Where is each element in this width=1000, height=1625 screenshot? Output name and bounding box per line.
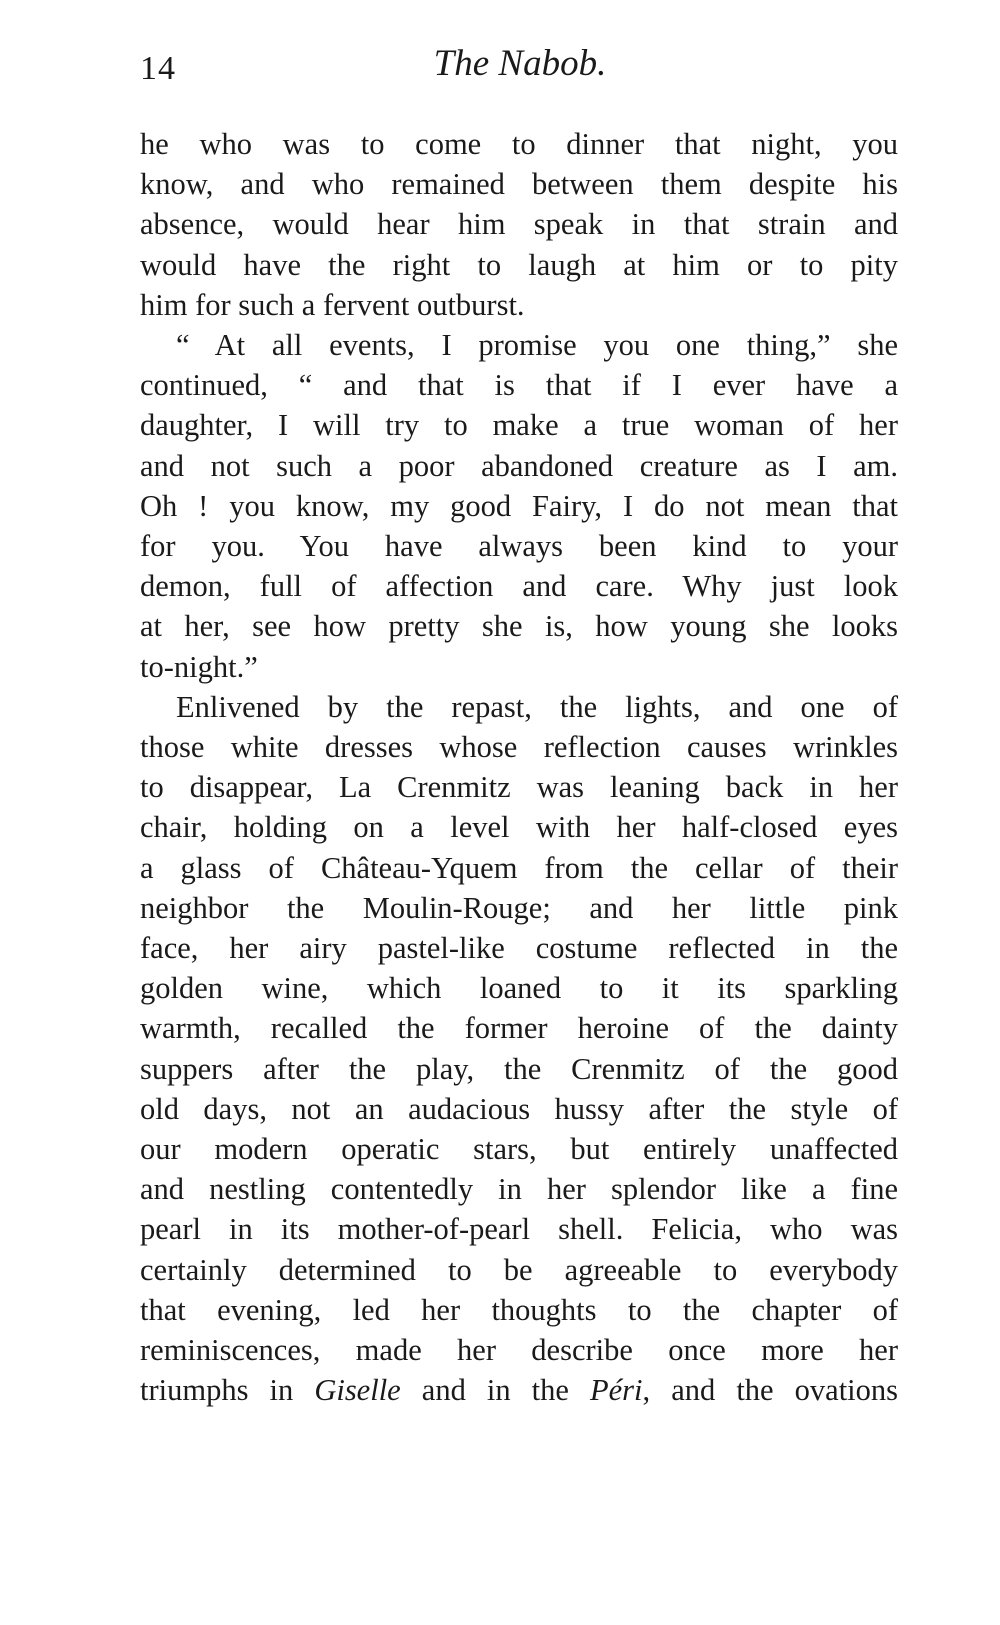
text-line: face, her airy pastel-like costume reflected in the	[140, 931, 898, 966]
paragraph-2	[140, 325, 898, 687]
text-line: daughter, I will try to make a true woman of her	[140, 408, 898, 443]
text-line: would have the right to laugh at him or to pity	[140, 247, 898, 282]
text-line: warmth, recalled the former heroine of the dainty	[140, 1011, 898, 1046]
text-line: those white dresses whose reflection causes wrinkles	[140, 730, 898, 765]
body-text	[140, 124, 898, 1411]
text-line: neighbor the Moulin-Rouge; and her little pink	[140, 890, 898, 925]
text-line: Oh ! you know, my good Fairy, I do not mean that	[140, 488, 898, 523]
text-line: for you. You have always been kind to your	[140, 529, 898, 564]
text-line: at her, see how pretty she is, how young she looks	[140, 609, 898, 644]
text-line: to-night.”	[140, 649, 258, 684]
italic-title-peri: Péri	[590, 1373, 643, 1408]
page-header	[140, 42, 900, 98]
text-line: that evening, led her thoughts to the chapter of	[140, 1292, 898, 1327]
text-line: certainly determined to be agreeable to everybody	[140, 1252, 898, 1287]
text-line: a glass of Château-Yquem from the cellar of their	[140, 850, 898, 885]
text-line: pearl in its mother-of-pearl shell. Felicia, who was	[140, 1212, 898, 1247]
text-line: reminiscences, made her describe once more her	[140, 1333, 898, 1368]
text-line: our modern operatic stars, but entirely unaffected	[140, 1132, 898, 1167]
text-line: old days, not an audacious hussy after the style of	[140, 1091, 898, 1126]
text-line: continued, “ and that is that if I ever have a	[140, 368, 898, 403]
italic-title-giselle: Giselle	[314, 1373, 401, 1408]
text-line: to disappear, La Crenmitz was leaning back in her	[140, 770, 898, 805]
text-line: him for such a fervent outburst.	[140, 287, 525, 322]
text-line: demon, full of affection and care. Why just look	[140, 569, 898, 604]
text-line: absence, would hear him speak in that strain and	[140, 207, 898, 242]
running-title: The Nabob.	[433, 43, 607, 84]
text-line: know, and who remained between them despite his	[140, 167, 898, 202]
paragraph-1	[140, 124, 898, 325]
text-line: Enlivened by the repast, the lights, and one of	[176, 689, 898, 724]
text-line: and nestling contentedly in her splendor like a fine	[140, 1172, 898, 1207]
text-line: he who was to come to dinner that night, you	[140, 127, 898, 161]
text-line: suppers after the play, the Crenmitz of the good	[140, 1051, 898, 1086]
text-run: triumphs in	[140, 1373, 315, 1408]
text-line: golden wine, which loaned to it its sparkling	[140, 971, 898, 1006]
text-line: chair, holding on a level with her half-closed eyes	[140, 810, 898, 845]
text-line: “ At all events, I promise you one thing,” she	[176, 328, 898, 363]
page-number: 14	[140, 50, 176, 87]
paragraph-3	[140, 687, 898, 1411]
text-run: and in the	[400, 1373, 591, 1408]
text-line-final	[140, 1370, 898, 1410]
text-run: , and the ovations	[642, 1373, 899, 1408]
text-line: and not such a poor abandoned creature as I am.	[140, 448, 898, 483]
